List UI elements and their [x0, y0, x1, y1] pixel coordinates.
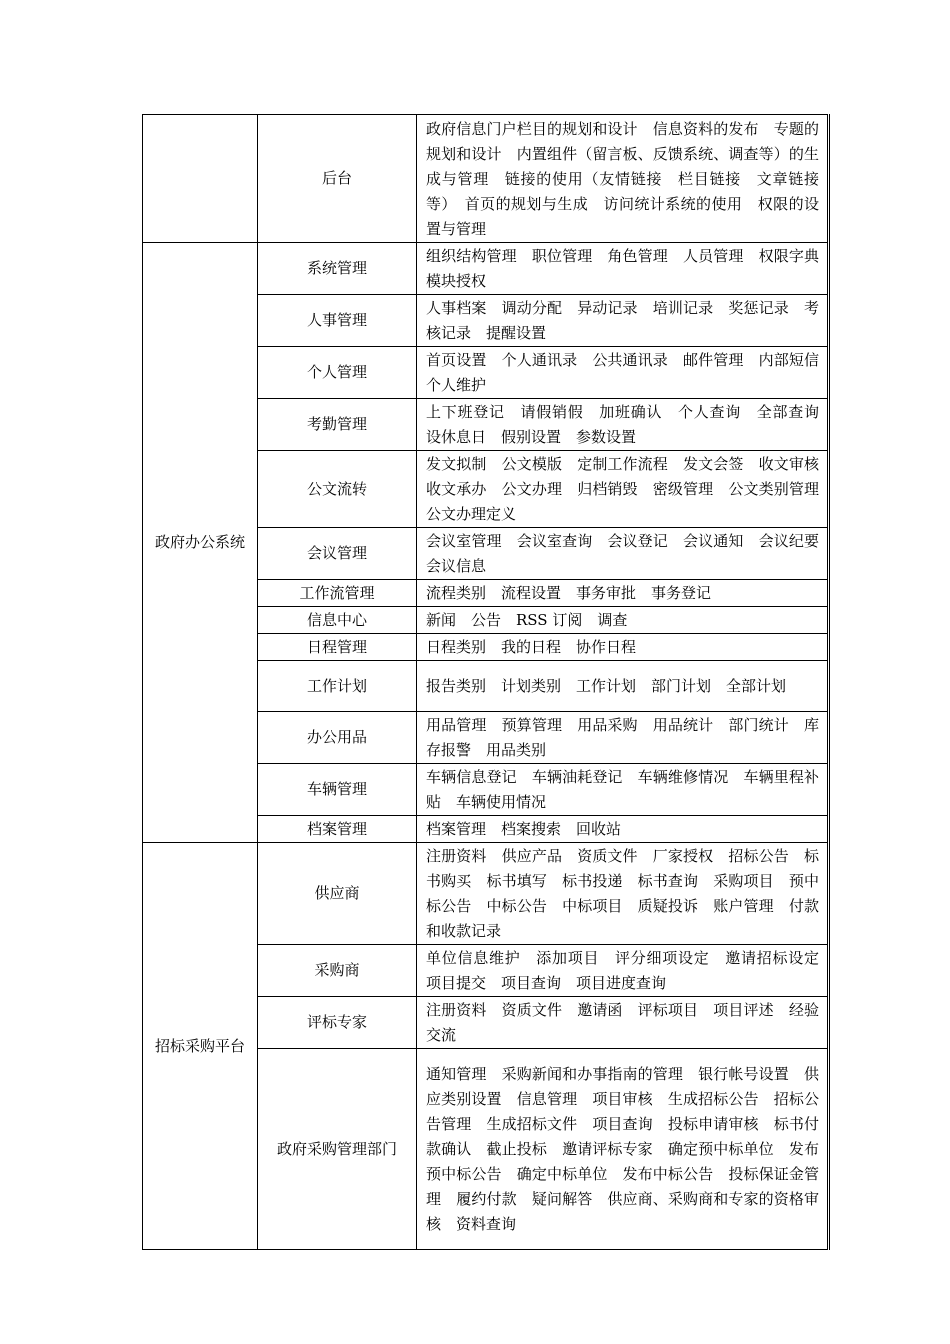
section-cell: 招标采购平台: [143, 843, 258, 1250]
module-name: 供应商: [258, 843, 417, 945]
module-name: 工作流管理: [258, 580, 417, 607]
table-row: [143, 843, 829, 945]
module-features: 流程类别 流程设置 事务审批 事务登记: [417, 580, 829, 607]
module-name: 公文流转: [258, 451, 417, 528]
module-name: 会议管理: [258, 528, 417, 580]
module-features: 注册资料 供应产品 资质文件 厂家授权 招标公告 标书购买 标书填写 标书投递 标书查询 采购项目 预中标公告 中标公告 中标项目 质疑投诉 账户管理 付款和收款记录: [417, 843, 829, 945]
module-name: 考勤管理: [258, 399, 417, 451]
module-features: 人事档案 调动分配 异动记录 培训记录 奖惩记录 考核记录 提醒设置: [417, 295, 829, 347]
module-features: 政府信息门户栏目的规划和设计 信息资料的发布 专题的规划和设计 内置组件（留言板、反馈系统、调查等）的生成与管理 链接的使用（友情链接 栏目链接 文章链接等） 首页的规划与生成 访问统计系统的使用 权限的设置与管理: [417, 115, 829, 243]
table-row: [143, 243, 829, 295]
module-features: 通知管理 采购新闻和办事指南的管理 银行帐号设置 供应类别设置 信息管理 项目审核 生成招标公告 招标公告管理 生成招标文件 项目查询 投标申请审核 标书付款确认 截止投标 邀请评标专家 确定预中标单位 发布预中标公告 确定中标单位 发布中标公告 投标保证金管理 履约付款 疑问解答 供应商、采购商和专家的资格审核 资料查询: [417, 1049, 829, 1250]
module-features: 日程类别 我的日程 协作日程: [417, 634, 829, 661]
module-features: 注册资料 资质文件 邀请函 评标项目 项目评述 经验交流: [417, 997, 829, 1049]
section-cell: 政府办公系统: [143, 243, 258, 843]
table-row: [143, 115, 829, 243]
module-name: 车辆管理: [258, 764, 417, 816]
module-features: 档案管理 档案搜索 回收站: [417, 816, 829, 843]
module-name: 评标专家: [258, 997, 417, 1049]
module-name: 后台: [258, 115, 417, 243]
module-name: 人事管理: [258, 295, 417, 347]
module-features: 首页设置 个人通讯录 公共通讯录 邮件管理 内部短信 个人维护: [417, 347, 829, 399]
module-name: 个人管理: [258, 347, 417, 399]
module-name: 日程管理: [258, 634, 417, 661]
module-name: 政府采购管理部门: [258, 1049, 417, 1250]
module-features: 车辆信息登记 车辆油耗登记 车辆维修情况 车辆里程补贴 车辆使用情况: [417, 764, 829, 816]
module-name: 采购商: [258, 945, 417, 997]
module-name: 办公用品: [258, 712, 417, 764]
module-name: 工作计划: [258, 661, 417, 712]
module-features: 发文拟制 公文模版 定制工作流程 发文会签 收文审核收文承办 公文办理 归档销毁 密级管理 公文类别管理 公文办理定义: [417, 451, 829, 528]
module-features: 用品管理 预算管理 用品采购 用品统计 部门统计 库存报警 用品类别: [417, 712, 829, 764]
module-features: 单位信息维护 添加项目 评分细项设定 邀请招标设定 项目提交 项目查询 项目进度查询: [417, 945, 829, 997]
function-table: [142, 114, 835, 1250]
module-name: 系统管理: [258, 243, 417, 295]
module-features: 组织结构管理 职位管理 角色管理 人员管理 权限字典模块授权: [417, 243, 829, 295]
module-features: 报告类别 计划类别 工作计划 部门计划 全部计划: [417, 661, 829, 712]
module-features: 会议室管理 会议室查询 会议登记 会议通知 会议纪要 会议信息: [417, 528, 829, 580]
section-cell: [143, 115, 258, 243]
module-name: 信息中心: [258, 607, 417, 634]
module-features: 新闻 公告 RSS 订阅 调查: [417, 607, 829, 634]
module-features: 上下班登记 请假销假 加班确认 个人查询 全部查询 设休息日 假别设置 参数设置: [417, 399, 829, 451]
module-name: 档案管理: [258, 816, 417, 843]
